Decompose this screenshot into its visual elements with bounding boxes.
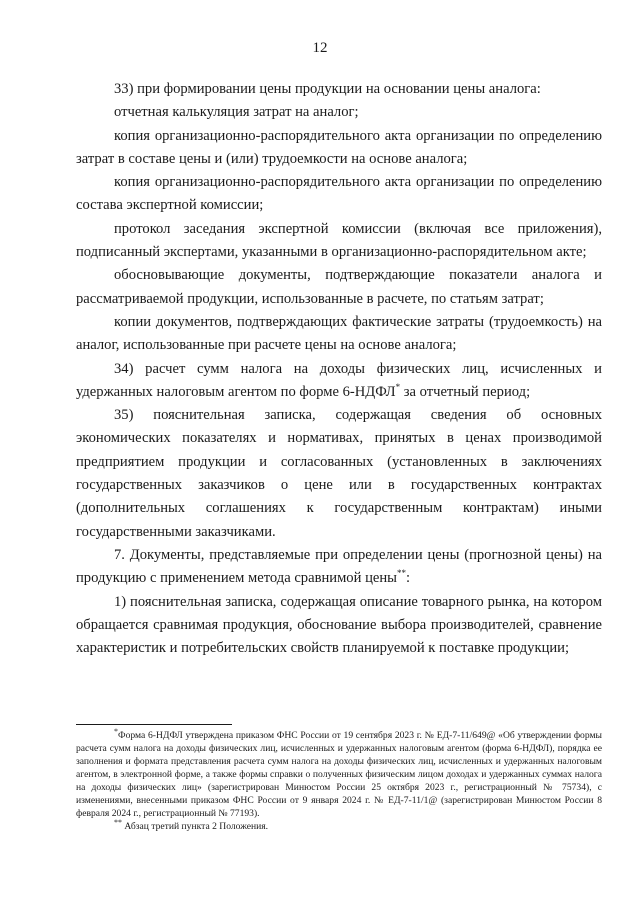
footnote-2 [76, 817, 602, 833]
item-33-supporting-documents: обосновывающие документы, подтверждающие показатели аналога и рассматриваемой продукции, использованные в расчете, по статьям затрат; [76, 267, 602, 307]
section-7-colon: : [405, 570, 411, 587]
footnote-divider [76, 724, 232, 725]
footnote-1 [76, 726, 602, 820]
item-33-heading: 33) при формировании цены продукции на основании цены аналога: [114, 81, 541, 97]
footnote-ref-2: ** [396, 568, 406, 579]
document-body [76, 78, 602, 660]
item-33-commission-act-copy: копия организационно-распорядительного акта организации по определению состава экспертной комиссии; [76, 174, 602, 214]
item-35: 35) пояснительная записка, содержащая сведения об основных экономических показателях и нормативах, принятых в ценах производимой предприятием продукции и согласованных (установленных в заключениях государственных заказчиков о цене или в государственных контрактах (дополнительных соглашениях к государственным контрактам) иными государственными заказчиками. [76, 407, 602, 540]
footnote-2-mark: ** [114, 817, 122, 827]
page-number: 12 [312, 40, 328, 56]
item-34-text-end: за отчетный период; [403, 383, 531, 400]
section-7-heading [76, 544, 602, 591]
footnotes [76, 726, 602, 833]
footnote-ref-1: * [395, 382, 401, 392]
item-33-commission-protocol: протокол заседания экспертной комиссии (включая все приложения), подписанный экспертами, указанными в организационно-распорядительном акте; [76, 220, 602, 261]
footnote-1-text: Форма 6-НДФЛ утверждена приказом ФНС России от 19 сентября 2023 г. № ЕД-7-11/649@ «Об утверждении формы расчета сумм налога на доходы физических лиц, исчисленных и удержанных налоговым агентом (форма 6-НДФЛ), порядка ее заполнения и формата представления расчета сумм налога на доходы физических лиц, исчисленных и удержанных налоговым агентом, в электронной форме, а также формы справки о полученных физическим лицом доходах и удержанных суммах налога на доходы физических лиц» (зарегистрирован Минюстом России 25 октября 2023 г., регистрационный № 75734), с изменениями, внесенными приказом ФНС России от 9 января 2024 г. № ЕД-7-11/1@ (зарегистрирован Минюстом России 8 февраля 2024 г., регистрационный № 77193). [76, 730, 602, 819]
section-7-text: 7. Документы, представляемые при определении цены (прогнозной цены) на продукцию с применением метода сравнимой цены [76, 546, 602, 587]
item-33-cost-act-copy: копия организационно-распорядительного акта организации по определению затрат в составе цены и (или) трудоемкости на основе аналога; [76, 127, 602, 167]
item-34 [76, 358, 602, 405]
item-34-text: 34) расчет сумм налога на доходы физических лиц, исчисленных и удержанных налоговым агентом по форме 6-НДФЛ [76, 360, 602, 400]
footnote-2-text: Абзац третий пункта 2 Положения. [124, 821, 269, 832]
item-33-cost-report: отчетная калькуляция затрат на аналог; [114, 104, 359, 121]
footnote-1-mark: * [114, 726, 118, 736]
section-7-item-1: 1) пояснительная записка, содержащая описание товарного рынка, на котором обращается сравнимая продукция, обоснование выбора производителей, сравнение характеристик и потребительских свойств планируемой к поставке продукции; [76, 593, 602, 657]
item-33-actual-costs-copies: копии документов, подтверждающих фактические затраты (трудоемкость) на аналог, использованные при расчете цены на основе аналога; [76, 313, 602, 354]
